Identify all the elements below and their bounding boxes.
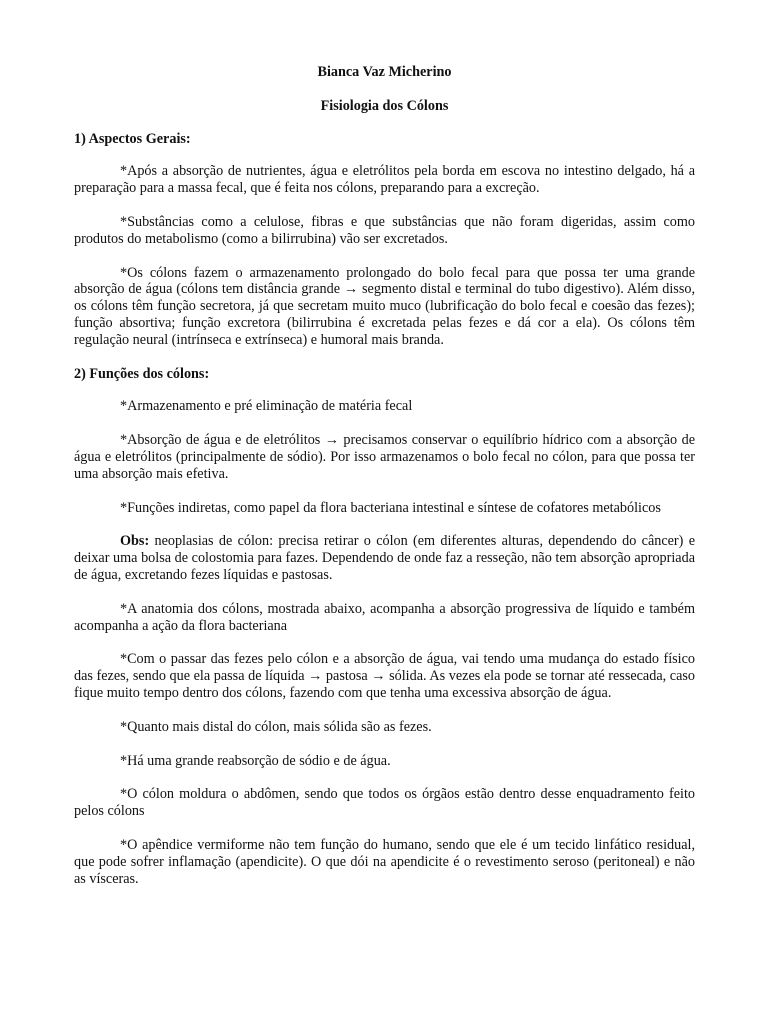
paragraph: *Absorção de água e de eletrólitos → precisamos conservar o equilíbrio hídrico com a absorção de água e eletrólitos (principalmente de sódio). Por isso armazenamos o bolo fecal no cólon, para que possa ter uma absorção mais efetiva. <box>74 432 695 482</box>
section-heading-aspectos-gerais: 1) Aspectos Gerais: <box>74 130 191 147</box>
paragraph: *A anatomia dos cólons, mostrada abaixo, acompanha a absorção progressiva de líquido e também acompanha a ação da flora bacteriana <box>74 600 695 634</box>
paragraph: *Com o passar das fezes pelo cólon e a absorção de água, vai tendo uma mudança do estado físico das fezes, sendo que ela passa de líquida → pastosa → sólida. As vezes ela pode se tornar até ressecada, caso fique muito tempo dentro dos cólons, fazendo com que tenha uma excessiva absorção de água. <box>74 651 695 701</box>
paragraph: *O cólon moldura o abdômen, sendo que todos os órgãos estão dentro desse enquadramento feito pelos cólons <box>74 786 695 820</box>
author-name: Bianca Vaz Micherino <box>317 64 452 80</box>
paragraph: *O apêndice vermiforme não tem função do humano, sendo que ele é um tecido linfático residual, que pode sofrer inflamação (apendicite). O que dói na apendicite é o revestimento seroso (peritoneal) e não as vísceras. <box>74 836 695 887</box>
paragraph: *Após a absorção de nutrientes, água e eletrólitos pela borda em escova no intestino delgado, há a preparação para a massa fecal, que é feita nos cólons, preparando para a excreção. <box>74 163 695 197</box>
document-page <box>74 64 695 904</box>
obs-text: neoplasias de cólon: precisa retirar o cólon (em diferentes alturas, dependendo do câncer) e deixar uma bolsa de colostomia para fazes. Dependendo de onde faz a resseção, não tem absorção apropriada de água, excretando fezes líquidas e pastosas. <box>74 533 695 583</box>
section-heading-funcoes-dos-colons: 2) Funções dos cólons: <box>74 365 210 382</box>
paragraph: *Quanto mais distal do cólon, mais sólida são as fezes. <box>120 718 432 735</box>
paragraph: *Funções indiretas, como papel da flora bacteriana intestinal e síntese de cofatores metabólicos <box>120 499 661 516</box>
paragraph: *Os cólons fazem o armazenamento prolongado do bolo fecal para que possa ter uma grande absorção de água (cólons tem distância grande → segmento distal e terminal do tubo digestivo). Além disso, os cólons têm função secretora, já que secretam muito muco (lubrificação do bolo fecal e coesão das fezes); função absortiva; função excretora (bilirrubina é excretada pelas fezes e dá cor a ela). Os cólons têm regulação neural (intrínseca e extrínseca) e humoral mais branda. <box>74 264 695 348</box>
document-title: Fisiologia dos Cólons <box>320 97 449 114</box>
obs-label: Obs: <box>120 533 150 550</box>
paragraph: *Há uma grande reabsorção de sódio e de água. <box>120 752 391 769</box>
paragraph: *Substâncias como a celulose, fibras e que substâncias que não foram digeridas, assim como produtos do metabolismo (como a bilirrubina) vão ser excretados. <box>74 213 695 247</box>
obs-paragraph <box>74 533 695 583</box>
paragraph: *Armazenamento e pré eliminação de matéria fecal <box>120 398 413 415</box>
